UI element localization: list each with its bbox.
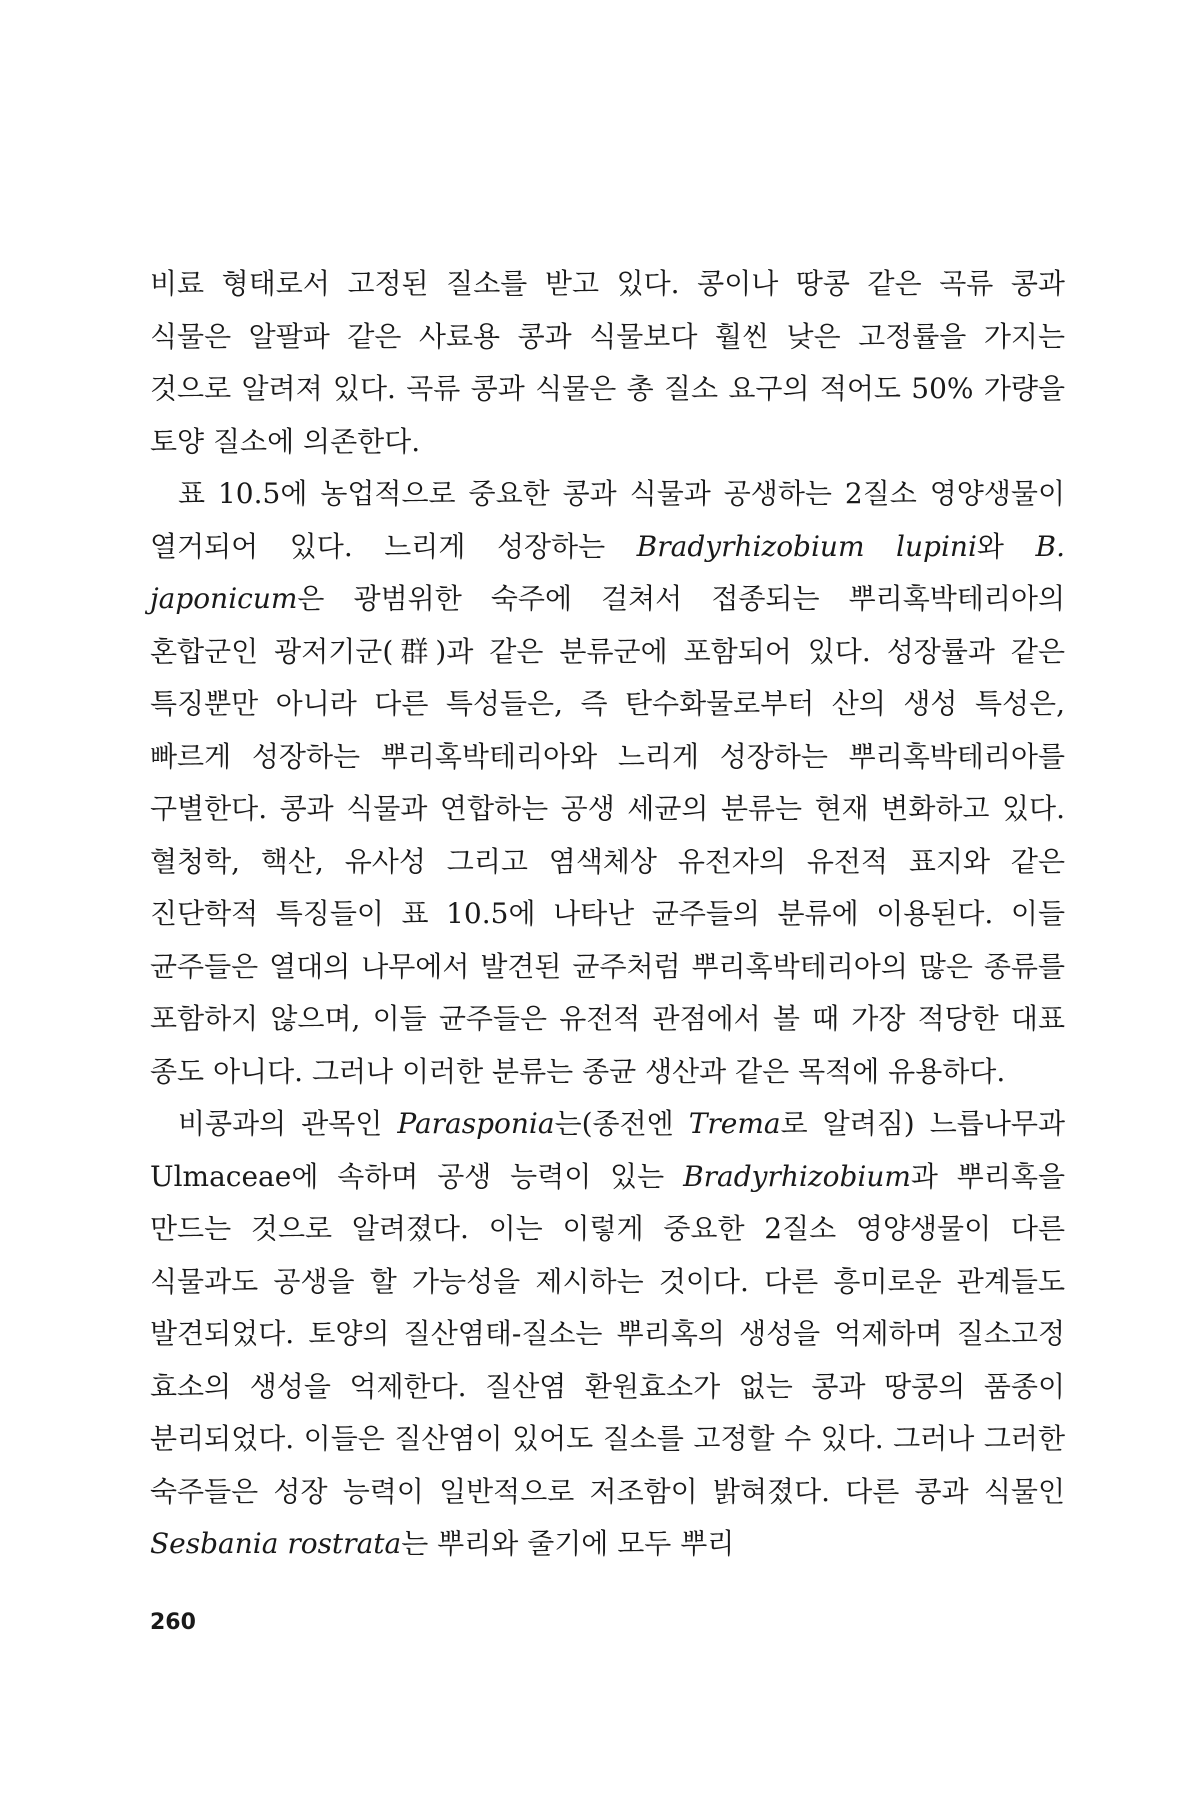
text-run: 표 10.5에 농업적으로 중요한 콩과 식물과 공생하는 2질소 영양생물이 열거되어 있다. 느리게 성장하는 (150, 477, 1065, 563)
paragraph-3 (150, 1098, 1065, 1571)
text-run: 로 알려짐) 느릅나무과 Ulmaceae에 속하며 공생 능력이 있는 (150, 1107, 1065, 1193)
text-run: 와 (976, 529, 1036, 563)
text-run: 비콩과의 관목인 (178, 1107, 398, 1140)
text-run: 은 광범위한 숙주에 걸쳐서 접종되는 뿌리혹박테리아의 혼합군인 광저기군(群)과 같은 분류군에 포함되어 있다. 성장률과 같은 특징뿐만 아니라 다른 특성들은, 즉 탄수화물로부터 산의 생성 특성은, 빠르게 성장하는 뿌리혹박테리아와 느리게 성장하는 뿌리혹박테리아를 구별한다. 콩과 식물과 연합하는 공생 세균의 분류는 현재 변화하고 있다. 혈청학, 핵산, 유사성 그리고 염색체상 유전자의 유전적 표지와 같은 진단학적 특징들이 표 10.5에 나타난 균주들의 분류에 이용된다. 이들 균주들은 열대의 나무에서 발견된 균주처럼 뿌리혹박테리아의 많은 종류를 포함하지 않으며, 이들 균주들은 유전적 관점에서 볼 때 가장 적당한 대표 종도 아니다. 그러나 이러한 분류는 종균 생산과 같은 목적에 유용하다. (150, 582, 1065, 1088)
text-run: 비료 형태로서 고정된 질소를 받고 있다. 콩이나 땅콩 같은 곡류 콩과 식물은 알팔파 같은 사료용 콩과 식물보다 훨씬 낮은 고정률을 가지는 것으로 알려져 있다. 곡류 콩과 식물은 총 질소 요구의 적어도 50% 가량을 토양 질소에 의존한다. (150, 267, 1065, 458)
text-run: 는(종전엔 (554, 1107, 689, 1140)
genus-name: Bradyrhizobium (683, 1159, 911, 1193)
page-number: 260 (150, 1610, 196, 1635)
species-name: Bradyrhizobium lupini (636, 529, 977, 563)
paragraph-1 (150, 258, 1065, 468)
genus-name: Trema (688, 1107, 781, 1140)
genus-name: Parasponia (397, 1107, 555, 1140)
paragraph-2 (150, 468, 1065, 1098)
text-run: 과 뿌리혹을 만드는 것으로 알려졌다. 이는 이렇게 중요한 2질소 영양생물이 다른 식물과도 공생을 할 가능성을 제시하는 것이다. 다른 흥미로운 관계들도 발견되었다. 토양의 질산염태-질소는 뿌리혹의 생성을 억제하며 질소고정 효소의 생성을 억제한다. 질산염 환원효소가 없는 콩과 땅콩의 품종이 분리되었다. 이들은 질산염이 있어도 질소를 고정할 수 있다. 그러나 그러한 숙주들은 성장 능력이 일반적으로 저조함이 밝혀졌다. 다른 콩과 식물인 (150, 1159, 1065, 1508)
species-name: B. japonicum (150, 529, 1065, 615)
body-text (150, 258, 1065, 1571)
text-run: 는 뿌리와 줄기에 모두 뿌리 (401, 1527, 735, 1560)
species-name: Sesbania rostrata (150, 1527, 402, 1560)
